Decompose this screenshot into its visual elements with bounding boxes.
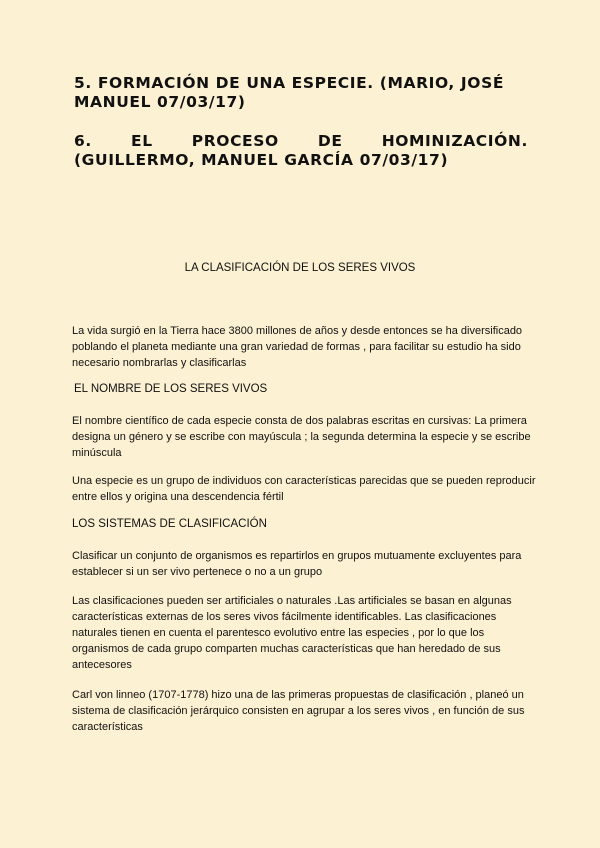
heading-word: 6. xyxy=(74,132,92,150)
heading-line: MANUEL 07/03/17) xyxy=(74,93,246,111)
heading-justified-line xyxy=(74,132,528,151)
heading-formacion-especie xyxy=(74,74,528,112)
paragraph-especie: Una especie es un grupo de individuos con características parecidas que se pueden reproducir entre ellos y origina una descendencia fértil xyxy=(72,475,536,503)
paragraph-nombre-cientifico: El nombre científico de cada especie consta de dos palabras escritas en cursivas: La primera designa un género y se escribe con mayúscula ; la segunda determina la especie y se escribe minúscula xyxy=(72,415,531,459)
page-title: LA CLASIFICACIÓN DE LOS SERES VIVOS xyxy=(184,262,416,274)
section-heading-sistemas: LOS SISTEMAS DE CLASIFICACIÓN xyxy=(72,518,267,530)
heading-line: 5. FORMACIÓN DE UNA ESPECIE. (MARIO, JOSÉ xyxy=(74,74,505,92)
paragraph-linneo: Carl von linneo (1707-1778) hizo una de las primeras propuestas de clasificación , planeó un sistema de clasificación jerárquico consisten en agrupar a los seres vivos , en función de sus características xyxy=(72,689,525,733)
heading-proceso-hominizacion xyxy=(74,132,528,170)
heading-word: EL xyxy=(131,132,153,150)
heading-word: DE xyxy=(317,132,343,150)
intro-paragraph: La vida surgió en la Tierra hace 3800 millones de años y desde entonces se ha diversificado poblando el planeta mediante una gran variedad de formas , para facilitar su estudio ha sido necesario nombrarlas y clasificarlas xyxy=(72,325,523,369)
section-heading-nombre: EL NOMBRE DE LOS SERES VIVOS xyxy=(74,383,268,395)
paragraph-clasificaciones: Las clasificaciones pueden ser artificiales o naturales .Las artificiales se basan en algunas características externas de los seres vivos fácilmente identificables. Las clasificaciones naturales tienen en cuenta el parentesco evolutivo entre las especies , por lo que los organismos de cada grupo comparten muchas características que han heredado de sus antecesores xyxy=(72,595,512,671)
heading-word: PROCESO xyxy=(191,132,279,150)
heading-word: HOMINIZACIÓN. xyxy=(381,132,528,150)
paragraph-clasificar: Clasificar un conjunto de organismos es repartirlos en grupos mutuamente excluyentes para establecer si un ser vivo pertenece o no a un grupo xyxy=(72,550,522,578)
heading-line: (GUILLERMO, MANUEL GARCÍA 07/03/17) xyxy=(74,151,449,169)
